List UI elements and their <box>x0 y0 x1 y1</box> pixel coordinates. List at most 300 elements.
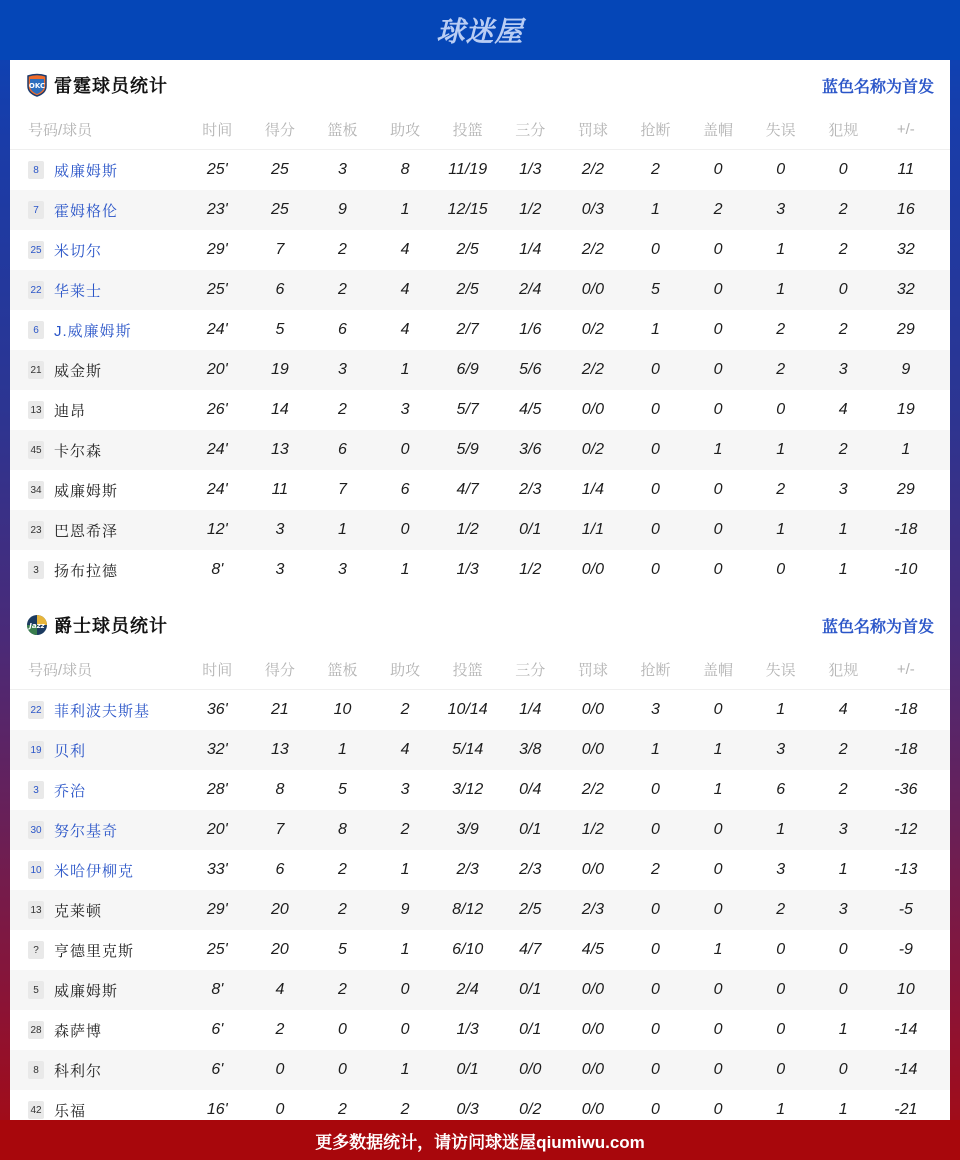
player-name[interactable]: 努尔基奇 <box>54 822 119 840</box>
stat-cell: 0 <box>713 701 723 718</box>
player-name[interactable]: 威廉姆斯 <box>54 982 119 1000</box>
player-row[interactable] <box>10 150 950 190</box>
column-header[interactable]: 罚球 <box>577 122 608 139</box>
player-row[interactable] <box>10 350 950 390</box>
player-cell <box>10 1100 186 1121</box>
column-header[interactable]: 抢断 <box>640 122 671 139</box>
stat-cell: 1/2 <box>581 821 604 838</box>
stat-cell: 0 <box>651 521 660 538</box>
okc-thunder-logo-icon <box>26 73 48 97</box>
stat-cell: 2/5 <box>456 241 479 258</box>
player-cell <box>10 480 186 501</box>
player-row[interactable] <box>10 930 950 970</box>
stat-cell: 4/5 <box>581 941 604 958</box>
player-name[interactable]: 威廉姆斯 <box>54 482 119 500</box>
stat-cell: 13 <box>270 441 289 458</box>
svg-text:Jazz: Jazz <box>29 622 45 630</box>
player-cell <box>10 200 186 221</box>
column-header[interactable]: 犯规 <box>828 662 859 679</box>
stat-cell: 1 <box>651 741 660 758</box>
player-name[interactable]: 乐福 <box>54 1102 87 1120</box>
stat-cell: 2 <box>838 321 848 338</box>
stat-cell: 3 <box>400 781 410 798</box>
stat-cell: 0 <box>713 401 723 418</box>
stat-cell: 11 <box>271 481 289 498</box>
stat-cell: 5/6 <box>519 361 542 378</box>
stat-cell: 2/2 <box>581 241 604 258</box>
player-name[interactable]: J.威廉姆斯 <box>54 322 132 340</box>
stat-cell: 32' <box>206 741 228 758</box>
column-header-row <box>10 110 950 150</box>
stat-cell: 3 <box>838 361 848 378</box>
player-row[interactable] <box>10 1010 950 1050</box>
stat-cell: 0 <box>776 941 786 958</box>
column-header-player[interactable]: 号码/球员 <box>28 662 93 679</box>
stat-cell: 21 <box>270 701 289 718</box>
stat-cell: 0 <box>275 1061 285 1078</box>
player-cell <box>10 900 186 921</box>
stat-cell: 0 <box>776 161 786 178</box>
stat-cell: 3 <box>776 861 786 878</box>
stat-cell: 0/0 <box>581 861 604 878</box>
stat-cell: 0 <box>651 481 660 498</box>
column-header[interactable]: 盖帽 <box>703 122 734 139</box>
stat-cell: 0 <box>713 281 723 298</box>
stat-cell: 0/0 <box>581 1061 604 1078</box>
stat-cell: 3/12 <box>452 781 484 798</box>
stat-cell: 0/0 <box>581 1101 604 1118</box>
column-header[interactable]: 篮板 <box>327 122 358 139</box>
stat-cell: 0 <box>651 561 660 578</box>
stat-cell: 32 <box>896 241 915 258</box>
stat-cell: 0/0 <box>581 741 604 758</box>
jersey-number-badge: 22 <box>28 701 44 719</box>
stat-cell: 1 <box>400 941 410 958</box>
stat-cell: 0/1 <box>519 1021 542 1038</box>
stat-cell: -36 <box>894 781 918 798</box>
stat-cell: 8 <box>400 161 410 178</box>
stat-cell: 12' <box>206 521 228 538</box>
stat-cell: 0 <box>400 521 410 538</box>
player-name[interactable]: 巴恩希泽 <box>54 522 119 540</box>
column-header[interactable]: 投篮 <box>452 662 483 679</box>
stat-cell: 3 <box>838 901 848 918</box>
stat-cell: 1 <box>776 521 786 538</box>
stat-cell: 3 <box>338 361 347 378</box>
stat-cell: 11/19 <box>448 161 488 178</box>
stat-cell: 6/10 <box>452 941 484 958</box>
stat-cell: 1 <box>713 441 723 458</box>
stat-cell: 29 <box>896 481 915 498</box>
stat-cell: 2 <box>338 401 347 418</box>
jersey-number-badge: ? <box>28 941 44 959</box>
stat-cell: 29' <box>206 241 228 258</box>
stat-cell: -9 <box>898 941 913 958</box>
stat-cell: 0 <box>651 821 660 838</box>
column-header[interactable]: +/- <box>896 121 915 138</box>
jersey-number-badge: 6 <box>28 321 44 339</box>
stat-cell: 4 <box>838 401 848 418</box>
stat-cell: 20' <box>206 361 228 378</box>
column-header[interactable]: 时间 <box>202 662 233 679</box>
stat-cell: 2/4 <box>519 281 542 298</box>
stat-cell: 0 <box>713 361 723 378</box>
column-header[interactable]: 三分 <box>515 122 546 139</box>
stat-cell: 0 <box>838 981 848 998</box>
stat-cell: 19 <box>896 401 915 418</box>
stat-cell: 10 <box>333 701 352 718</box>
stat-cell: 10/14 <box>447 701 488 718</box>
jersey-number-badge: 34 <box>28 481 44 499</box>
stat-cell: 2 <box>838 741 848 758</box>
stat-cell: 1 <box>838 561 848 578</box>
player-row[interactable] <box>10 890 950 930</box>
stat-cell: 2 <box>400 821 410 838</box>
player-row[interactable] <box>10 810 950 850</box>
stat-cell: 1 <box>901 441 911 458</box>
stat-cell: 14 <box>270 401 289 418</box>
player-name[interactable]: 华莱士 <box>54 282 103 300</box>
stat-cell: 4 <box>400 321 410 338</box>
column-header[interactable]: 失误 <box>765 122 796 139</box>
stat-cell: 2 <box>338 1101 347 1118</box>
jersey-number-badge: 30 <box>28 821 44 839</box>
stat-cell: 0 <box>776 1061 786 1078</box>
stat-cell: 8/12 <box>452 901 484 918</box>
jersey-number-badge: 13 <box>28 901 44 919</box>
player-row[interactable] <box>10 770 950 810</box>
player-row[interactable] <box>10 730 950 770</box>
player-cell <box>10 980 186 1001</box>
player-cell <box>10 700 186 721</box>
stat-cell: 0 <box>651 981 660 998</box>
stat-cell: 0 <box>651 1021 660 1038</box>
stat-cell: 1 <box>776 281 786 298</box>
stat-cell: 4/5 <box>519 401 542 418</box>
jersey-number-badge: 25 <box>28 241 44 259</box>
starter-legend-note: 蓝色名称为首发 <box>821 78 934 96</box>
stat-cell: 2 <box>776 901 786 918</box>
column-header[interactable]: 抢断 <box>640 662 671 679</box>
stat-cell: 19 <box>270 361 289 378</box>
stat-cell: 2 <box>838 241 848 258</box>
stat-cell: 7 <box>275 241 285 258</box>
stat-cell: 0 <box>651 401 660 418</box>
stat-cell: 0 <box>651 1061 660 1078</box>
player-cell <box>10 1020 186 1041</box>
column-header[interactable]: 罚球 <box>577 662 608 679</box>
player-name[interactable]: 霍姆格伦 <box>54 202 119 220</box>
stat-cell: 12/15 <box>447 201 488 218</box>
starter-legend-note: 蓝色名称为首发 <box>821 618 934 636</box>
stat-cell: 32 <box>896 281 915 298</box>
stat-cell: 3 <box>400 401 410 418</box>
column-header[interactable]: 失误 <box>765 662 796 679</box>
stat-cell: 8 <box>275 781 285 798</box>
stat-cell: 2 <box>651 161 660 178</box>
player-cell <box>10 940 186 961</box>
player-cell <box>10 400 186 421</box>
jersey-number-badge: 45 <box>28 441 44 459</box>
player-name[interactable]: 亨德里克斯 <box>54 942 135 960</box>
player-cell <box>10 780 186 801</box>
stat-cell: 3 <box>838 821 848 838</box>
team-title <box>26 612 168 638</box>
stat-cell: 24' <box>206 481 228 498</box>
stat-cell: 0/0 <box>581 401 604 418</box>
player-row[interactable] <box>10 230 950 270</box>
stat-cell: 0/2 <box>581 321 604 338</box>
column-header-row <box>10 650 950 690</box>
jersey-number-badge: 23 <box>28 521 44 539</box>
stat-cell: 2 <box>338 861 347 878</box>
player-row[interactable] <box>10 510 950 550</box>
stat-cell: -18 <box>894 701 918 718</box>
player-row[interactable] <box>10 470 950 510</box>
stat-cell: -5 <box>898 901 913 918</box>
stat-cell: -14 <box>894 1061 918 1078</box>
stat-cell: 0 <box>275 1101 285 1118</box>
player-cell <box>10 740 186 761</box>
stat-cell: 0 <box>776 401 786 418</box>
stat-cell: 9 <box>901 361 911 378</box>
stat-cell: 1 <box>400 1061 410 1078</box>
stat-cell: 0/4 <box>519 781 542 798</box>
stat-cell: 6 <box>400 481 410 498</box>
player-name[interactable]: 科利尔 <box>54 1062 103 1080</box>
stat-cell: 4 <box>275 981 285 998</box>
player-row[interactable] <box>10 430 950 470</box>
stat-cell: 5 <box>275 321 285 338</box>
stat-cell: 0/0 <box>519 1061 542 1078</box>
stat-cell: 20' <box>206 821 228 838</box>
stat-cell: 2 <box>400 1101 410 1118</box>
stat-cell: 3 <box>338 561 347 578</box>
player-cell <box>10 280 186 301</box>
stat-cell: 0 <box>651 441 660 458</box>
player-row[interactable] <box>10 270 950 310</box>
player-name[interactable]: 菲利波夫斯基 <box>54 702 151 720</box>
footer-banner: 更多数据统计，请访问球迷屋qiumiwu.com <box>0 1120 960 1160</box>
team-section-1 <box>10 600 950 1130</box>
stat-cell: 2/3 <box>519 481 542 498</box>
stat-cell: 2 <box>338 981 347 998</box>
stat-cell: 6 <box>338 321 347 338</box>
stat-cell: 0 <box>651 361 660 378</box>
stat-cell: 0/1 <box>519 821 542 838</box>
player-cell <box>10 320 186 341</box>
stat-cell: 20 <box>270 941 289 958</box>
stat-cell: 20 <box>270 901 289 918</box>
player-row[interactable] <box>10 1050 950 1090</box>
stat-cell: 0 <box>400 441 410 458</box>
column-header[interactable]: 得分 <box>264 122 295 139</box>
stat-cell: 3/9 <box>456 821 479 838</box>
top-banner <box>0 0 960 60</box>
stat-cell: 6' <box>211 1061 224 1078</box>
player-cell <box>10 560 186 581</box>
svg-text:OKC: OKC <box>28 82 46 90</box>
stat-cell: 5 <box>338 941 347 958</box>
player-row[interactable] <box>10 970 950 1010</box>
stat-cell: 0/1 <box>519 521 542 538</box>
stat-cell: 1/3 <box>456 561 479 578</box>
stat-cell: 4 <box>400 741 410 758</box>
stat-cell: 3 <box>776 201 786 218</box>
stat-cell: 6 <box>338 441 347 458</box>
player-cell <box>10 1060 186 1081</box>
player-row[interactable] <box>10 190 950 230</box>
stat-cell: 0/0 <box>581 1021 604 1038</box>
jersey-number-badge: 7 <box>28 201 44 219</box>
stat-cell: 0 <box>776 1021 786 1038</box>
player-row[interactable] <box>10 550 950 590</box>
player-cell <box>10 520 186 541</box>
stat-cell: 0 <box>713 161 723 178</box>
stat-cell: 0/0 <box>581 981 604 998</box>
stat-cell: 13 <box>270 741 289 758</box>
stat-cell: 0 <box>713 481 723 498</box>
jersey-number-badge: 8 <box>28 1061 44 1079</box>
stat-cell: 0 <box>713 1061 723 1078</box>
column-header[interactable]: +/- <box>896 661 915 678</box>
stat-cell: 3 <box>338 161 347 178</box>
team-title <box>26 72 168 98</box>
stat-cell: 2 <box>776 481 786 498</box>
stat-cell: 24' <box>206 441 228 458</box>
stat-cell: 1/6 <box>519 321 542 338</box>
stat-cell: 0 <box>713 1021 723 1038</box>
column-header[interactable]: 投篮 <box>452 122 483 139</box>
player-name[interactable]: 贝利 <box>54 742 87 760</box>
stat-cell: 2/3 <box>456 861 479 878</box>
jersey-number-badge: 3 <box>28 561 44 579</box>
stat-cell: 1 <box>713 781 723 798</box>
stat-cell: 10 <box>896 981 915 998</box>
column-header[interactable]: 三分 <box>515 662 546 679</box>
stat-cell: 24' <box>206 321 228 338</box>
player-row[interactable] <box>10 690 950 730</box>
stat-cell: 1/3 <box>456 1021 479 1038</box>
stat-cell: 0/3 <box>581 201 604 218</box>
stat-cell: 16 <box>896 201 915 218</box>
stat-cell: -13 <box>894 861 918 878</box>
column-header[interactable]: 时间 <box>202 122 233 139</box>
stat-cell: 16' <box>206 1101 228 1118</box>
stat-cell: 0 <box>838 161 848 178</box>
stat-cell: -21 <box>894 1101 918 1118</box>
stat-cell: 1/4 <box>519 701 542 718</box>
stat-cell: 0 <box>713 321 723 338</box>
jersey-number-badge: 5 <box>28 981 44 999</box>
stat-cell: 1/4 <box>581 481 604 498</box>
stat-cell: 29' <box>206 901 228 918</box>
stat-cell: 0 <box>338 1021 347 1038</box>
stat-cell: 2 <box>713 201 723 218</box>
stat-cell: 0 <box>713 821 723 838</box>
player-cell <box>10 160 186 181</box>
column-header[interactable]: 篮板 <box>327 662 358 679</box>
stat-cell: -14 <box>894 1021 918 1038</box>
player-name[interactable]: 米哈伊柳克 <box>54 862 135 880</box>
player-name[interactable]: 森萨博 <box>54 1022 103 1040</box>
column-header[interactable]: 盖帽 <box>703 662 734 679</box>
stat-cell: 0 <box>651 901 660 918</box>
stat-cell: 0 <box>838 281 848 298</box>
stat-cell: 0 <box>651 941 660 958</box>
stat-cell: 2/2 <box>581 781 604 798</box>
stat-cell: 2 <box>838 201 848 218</box>
stat-cell: 0 <box>400 1021 410 1038</box>
stat-cell: 2/3 <box>519 861 542 878</box>
stat-cell: 6 <box>275 861 285 878</box>
stat-cell: 8' <box>211 561 224 578</box>
stat-cell: 1 <box>338 521 347 538</box>
utah-jazz-logo-icon <box>26 613 48 637</box>
player-cell <box>10 240 186 261</box>
stat-cell: 3 <box>275 561 285 578</box>
stat-cell: 5 <box>338 781 347 798</box>
stat-cell: 7 <box>338 481 347 498</box>
player-name[interactable]: 威廉姆斯 <box>54 162 119 180</box>
stat-cell: 1 <box>776 701 786 718</box>
team-name: 雷霆球员统计 <box>54 76 168 96</box>
player-name[interactable]: 乔治 <box>54 782 87 800</box>
column-header[interactable]: 助攻 <box>390 122 421 139</box>
stat-cell: 1 <box>838 861 848 878</box>
player-name[interactable]: 迪昂 <box>54 402 87 420</box>
player-cell <box>10 440 186 461</box>
stat-cell: 6' <box>211 1021 224 1038</box>
stat-cell: 25' <box>206 161 228 178</box>
stat-cell: 2 <box>651 861 660 878</box>
stat-cell: 1 <box>838 521 848 538</box>
stat-cell: 5/14 <box>452 741 484 758</box>
column-header[interactable]: 得分 <box>264 662 295 679</box>
stat-cell: 0/2 <box>581 441 604 458</box>
stat-cell: 29 <box>896 321 915 338</box>
stat-cell: 1 <box>400 861 410 878</box>
column-header[interactable]: 犯规 <box>828 122 859 139</box>
player-name[interactable]: 威金斯 <box>54 362 103 380</box>
player-name[interactable]: 米切尔 <box>54 242 103 260</box>
jersey-number-badge: 21 <box>28 361 44 379</box>
column-header[interactable]: 助攻 <box>390 662 421 679</box>
stat-cell: 9 <box>338 201 347 218</box>
player-name[interactable]: 扬布拉德 <box>54 562 119 580</box>
stat-cell: 1 <box>651 201 660 218</box>
player-name[interactable]: 克莱顿 <box>54 902 103 920</box>
team-header <box>10 60 950 110</box>
stat-cell: 6 <box>776 781 786 798</box>
stat-cell: 9 <box>400 901 410 918</box>
stat-cell: 0/1 <box>519 981 542 998</box>
column-header-player[interactable]: 号码/球员 <box>28 122 93 139</box>
stat-cell: 4/7 <box>519 941 542 958</box>
stat-cell: 2 <box>275 1021 285 1038</box>
player-row[interactable] <box>10 310 950 350</box>
stat-cell: 11 <box>897 161 915 178</box>
stat-cell: 2/5 <box>519 901 542 918</box>
player-name[interactable]: 卡尔森 <box>54 442 103 460</box>
player-cell <box>10 860 186 881</box>
player-row[interactable] <box>10 390 950 430</box>
stat-cell: 2/5 <box>456 281 479 298</box>
stat-cell: 2 <box>338 901 347 918</box>
jersey-number-badge: 10 <box>28 861 44 879</box>
stat-cell: 1/2 <box>519 201 542 218</box>
player-row[interactable] <box>10 850 950 890</box>
